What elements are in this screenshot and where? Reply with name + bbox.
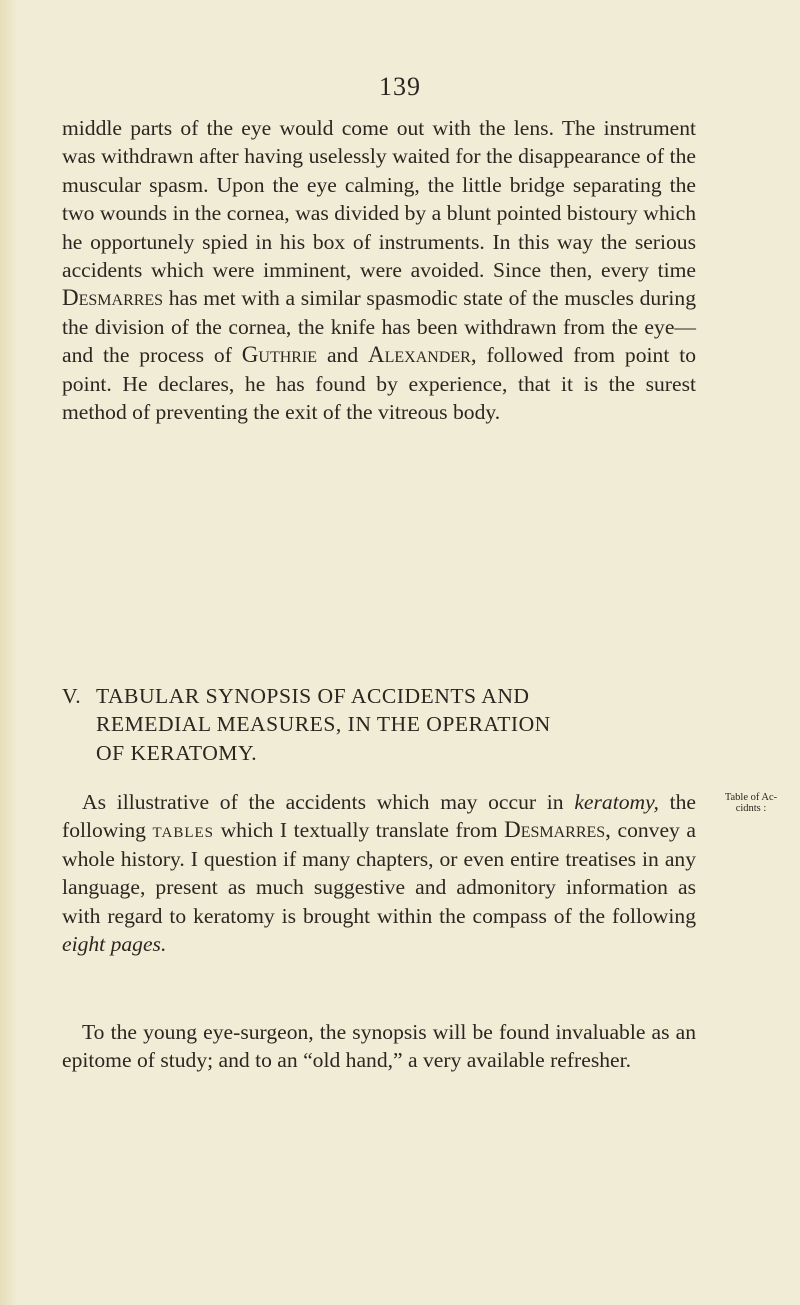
section-number: V. (62, 684, 82, 708)
paragraph-2-text-a: As illustrative of the accidents which may occur in (82, 790, 575, 814)
paragraph-3: To the young eye-surgeon, the synopsis will be found invaluable as an epitome of study; and to an “old hand,” a very available refresher. (62, 1020, 696, 1073)
paragraph-2-text-b: the following (62, 790, 697, 843)
section-heading (62, 682, 702, 767)
heading-line-3: OF KERATOMY. (96, 740, 258, 765)
paragraph-1-text-b: has met with a similar spasmodic state of the muscles during the division of the cornea, the knife has been withdrawn from the eye—and the process of (62, 286, 696, 368)
paragraph-2-text-d: convey a whole history. I question if many chapters, or even entire treatises in any language, present as much suggestive and admonitory information as with regard to keratomy is brought within the compass of the following (62, 818, 696, 928)
margin-note-line-1: Table of Ac- (724, 792, 778, 803)
keratomy-italic: keratomy, (574, 790, 659, 814)
paragraph-1-text-d: followed from point to point. He declares, he has found by experience, that it is the surest method of preventing the exit of the vitreous body. (62, 343, 696, 425)
name-desmarres-2: Desmarres, (504, 817, 611, 843)
paragraph-2 (62, 788, 696, 958)
paragraph-1-text-c: and (317, 343, 368, 368)
paragraph-1-text-a: middle parts of the eye would come out with the lens. The instrument was withdrawn after having uselessly waited for the disappearance of the muscular spasm. Upon the eye calming, the little bridge separating the two wounds in the cornea, was divided by a blunt pointed bistoury which he opportunely spied in his box of instruments. In this way the serious accidents which were imminent, were avoided. Since then, every time (62, 116, 696, 283)
margin-note-line-2: cidnts : (735, 803, 767, 814)
name-alexander: Alexander, (368, 342, 477, 368)
name-desmarres: Desmarres (62, 285, 164, 311)
page-edge-shadow (0, 0, 18, 1305)
heading-line-1: TABULAR SYNOPSIS OF ACCIDENTS AND (96, 684, 530, 708)
eight-pages-italic: eight pages. (62, 932, 167, 957)
name-guthrie: Guthrie (241, 342, 318, 368)
page-number: 139 (379, 72, 421, 101)
heading-line-2: REMEDIAL MEASURES, IN THE OPERATION (96, 712, 551, 737)
paragraph-1 (62, 114, 696, 426)
margin-note (706, 792, 796, 814)
paragraph-2-text-c: which I textually translate from (214, 818, 505, 843)
tables-smallcaps: tables (152, 818, 215, 843)
